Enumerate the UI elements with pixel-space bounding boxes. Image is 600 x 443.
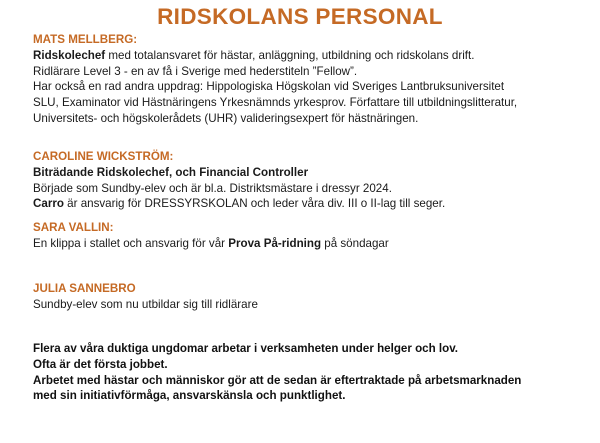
section-caroline-wickstrom bbox=[33, 149, 590, 212]
footer-note bbox=[33, 341, 590, 404]
footer-line: med sin initiativförmåga, ansvarskänsla och punktlighet. bbox=[33, 389, 346, 403]
staff-detail: Började som Sundby-elev och är bl.a. Distriktsmästare i dressyr 2024. bbox=[33, 181, 392, 195]
prova-pa-ridning-label: Prova På-ridning bbox=[228, 236, 322, 250]
section-mats-mellberg bbox=[33, 32, 590, 127]
staff-detail: Har också en rad andra uppdrag: Hippologiska Högskolan vid Sveriges Lantbruksuniversitet bbox=[33, 80, 505, 94]
staff-detail-line bbox=[33, 236, 590, 252]
staff-detail: SLU, Examinator vid Hästnäringens Yrkesnämnds yrkesprov. Författare till utbildningslitteratur, bbox=[33, 96, 518, 110]
staff-name: MATS MELLBERG: bbox=[33, 33, 138, 46]
staff-name: JULIA SANNEBRO bbox=[33, 282, 136, 295]
footer-line: Arbetet med hästar och människor gör att de sedan är eftertraktade på arbetsmarknaden bbox=[33, 373, 522, 387]
section-sara-vallin bbox=[33, 220, 590, 252]
staff-detail: Ridlärare Level 3 - en av få i Sverige med hederstiteln ”Fellow”. bbox=[33, 64, 358, 78]
staff-detail: är ansvarig för DRESSYRSKOLAN och leder våra div. III o II-lag till seger. bbox=[63, 197, 446, 211]
staff-role-description: med totalansvaret för hästar, anläggning, utbildning och ridskolans drift. bbox=[105, 48, 475, 62]
footer-line: Ofta är det första jobbet. bbox=[33, 357, 168, 371]
section-julia-sannebro bbox=[33, 281, 590, 313]
staff-detail: En klippa i stallet och ansvarig för vår bbox=[33, 236, 229, 250]
staff-role-line bbox=[33, 48, 590, 64]
staff-role: Biträdande Ridskolechef, och Financial Controller bbox=[33, 165, 309, 179]
staff-nickname: Carro bbox=[33, 197, 64, 211]
footer-line: Flera av våra duktiga ungdomar arbetar i verksamheten under helger och lov. bbox=[33, 342, 459, 355]
staff-name: CAROLINE WICKSTRÖM: bbox=[33, 150, 174, 163]
page-title: RIDSKOLANS PERSONAL bbox=[157, 4, 443, 29]
staff-name: SARA VALLIN: bbox=[33, 221, 114, 234]
staff-role: Ridskolechef bbox=[33, 48, 106, 62]
staff-detail: Universitets- och högskolerådets (UHR) valideringsexpert för hästnäringen. bbox=[33, 111, 419, 125]
staff-detail: på söndagar bbox=[321, 236, 389, 250]
staff-detail-line bbox=[33, 196, 590, 212]
staff-detail: Sundby-elev som nu utbildar sig till ridlärare bbox=[33, 297, 258, 311]
